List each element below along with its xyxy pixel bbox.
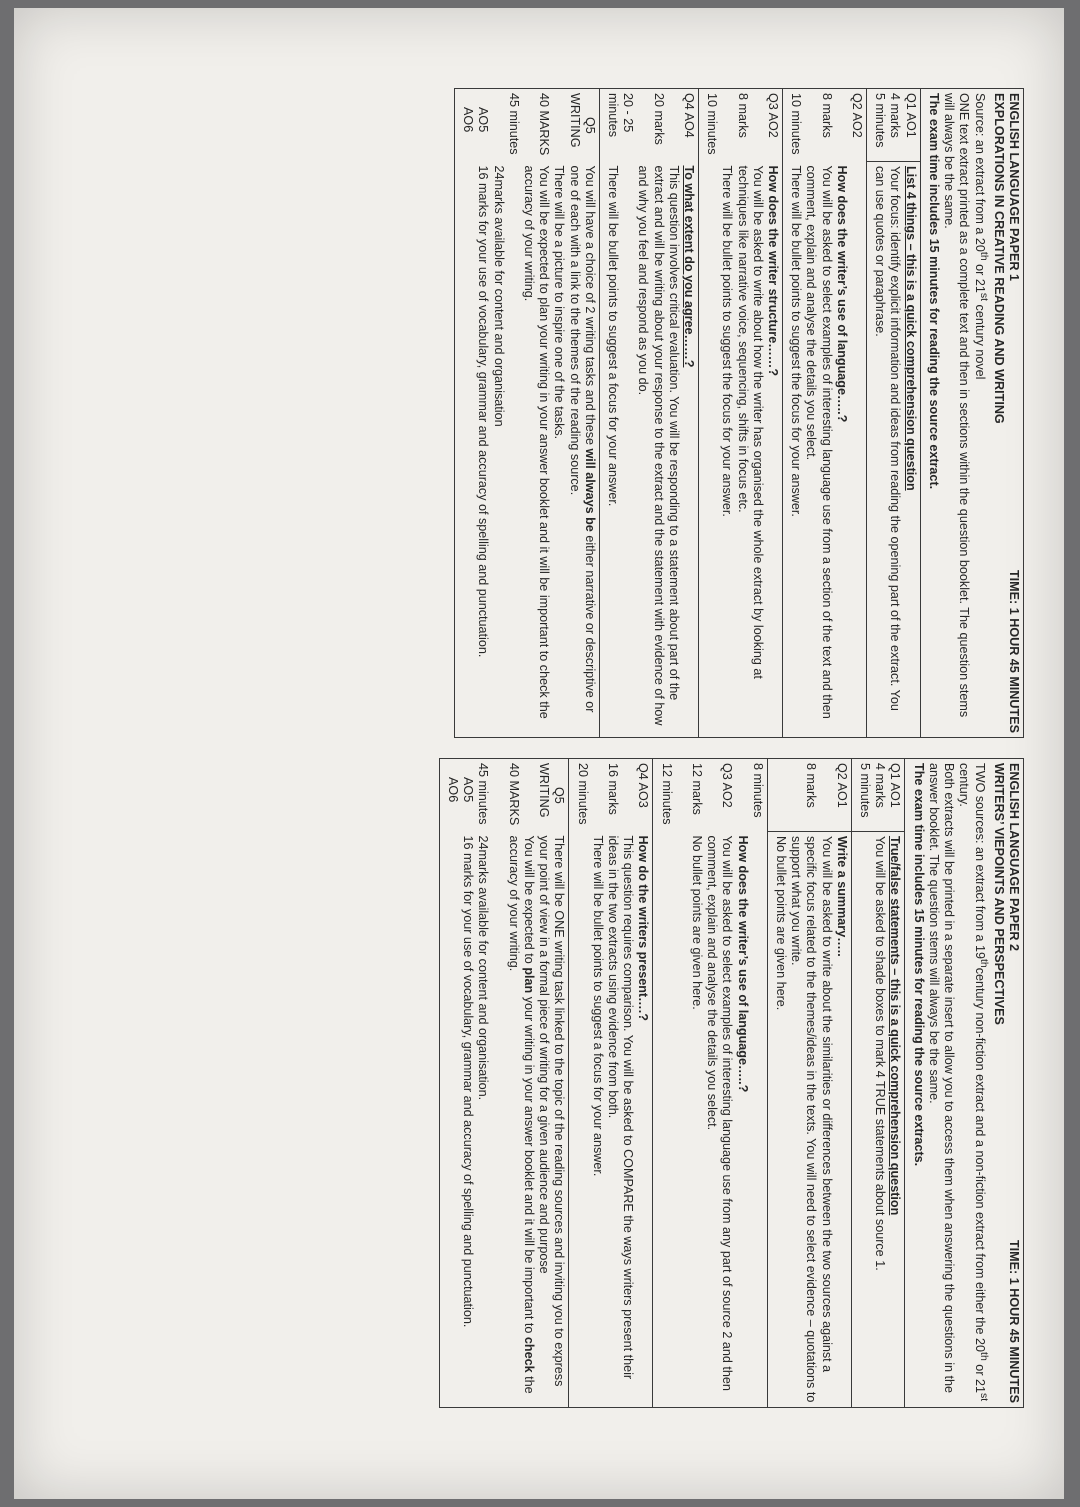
paper1-header [1006,93,1021,733]
paper2-q3-text-cell [653,831,767,1407]
paper2-q5-text: There will be ONE writing task linked to the topic of the reading sources and inviting you to express your point of view in a formal piece of writing for a given audience and purpose [537,835,567,1387]
paper2-header [1006,763,1021,1403]
paper2-exam-time-note: The exam time includes 15 minutes for reading the source extracts. [911,763,926,1167]
paper2-time: TIME: 1 HOUR 45 MINUTES [1007,1239,1021,1403]
paper1-intro: ONE text extract printed as a complete text and then in sections within the question booklet. The question stems will always be the same. [942,93,972,718]
paper2-q5-marks-accuracy: 16 marks for your use of vocabulary, grammar and accuracy of spelling and punctuation. [461,835,476,1328]
paper1-q4-label-cell: Q4 AO4 20 marks 20 - 25 minutes [599,89,698,162]
paper1-q5-marks-content: 24marks available for content and organisation [491,165,506,427]
paper2-q3-label-cell: 8 minutes Q3 AO2 12 marks 12 minutes [653,759,767,832]
paper2-q1-row [851,759,905,1408]
paper2-q4-note: There will be bullet points to suggest a focus for your answer. [590,835,605,1177]
paper2-q4-text-cell [569,831,653,1407]
paper1-q2-heading: How does the writer’s use of language…..? [834,165,849,423]
paper-sheet [14,8,1064,1499]
paper2-q3-note: No bullet points are given here. [689,835,704,1010]
paper2-source-line: TWO sources: an extract from a 19thcentury non-fiction extract and a non-fiction extract from either the 20th or 21st century. [957,763,990,1402]
paper1-q2-label-cell: Q2 AO2 8 marks 10 minutes [782,89,866,162]
paper1-title: ENGLISH LANGUAGE PAPER 1 [1007,93,1021,281]
paper2-q3-text: You will be asked to select examples of interesting language use from any part of source 2 and then comment, explain and analyse the details you select. [705,835,735,1391]
paper2-q5-row [439,759,569,1408]
paper2-subtitle: WRITERS’ VIEPOINTS AND PERSPECTIVES [991,763,1006,1025]
paper1-q1-text-cell [866,161,920,737]
paper2-q1-heading: True/false statements – this is a quick comprehension question [888,835,903,1216]
paper2-q2-heading: Write a summary….. [834,835,849,957]
paper1-q2-text-cell [782,161,866,737]
paper2-q4-row [569,759,653,1408]
paper2-q1-text: You will be asked to shade boxes to mark 4 TRUE statements about source 1. [873,835,888,1271]
paper1-q3-heading: How does the writer structure……? [765,165,780,377]
paper1-time: TIME: 1 HOUR 45 MINUTES [1007,569,1021,733]
paper2-q5-plan-note: You will be expected to plan your writing in your answer booklet and it will be important to check the accuracy of your writing. [506,835,536,1394]
paper1-exam-time-note: The exam time includes 15 minutes for reading the source extract. [926,93,941,490]
paper1-table [454,88,1024,738]
paper1-q4-heading: To what extent do you agree……? [681,165,696,368]
paper2-q1-text-cell [851,831,905,1407]
paper1-q3-text: You will be asked to write about how the writer has organised the whole extract by looking at techniques like narrative voice, sequencing, shifts in focus etc. [735,165,765,679]
paper1-q3-row [698,89,782,738]
paper1-q3-label-cell: Q3 AO2 8 marks 10 minutes [698,89,782,162]
paper1-q5-row [454,89,599,738]
paper1-q1-row [866,89,920,738]
paper2-q5-label-cell: Q5 WRITING 40 MARKS 45 minutes AO5 AO6 [445,763,567,826]
paper1-q2-row [782,89,866,738]
paper1-q3-text-cell [698,161,782,737]
paper2-q4-heading: How do the writers present….? [636,835,651,1021]
paper2-panel [439,758,1024,1408]
paper2-q5-marks-content: 24marks available for content and organisation. [476,835,491,1101]
paper2-q2-text: You will be asked to write about the similarities or differences between the two sources against a specific focus related to the themes/ideas in the texts. You will need to select evidence – quotations to support what you write. [789,835,834,1403]
paper2-header-row [905,759,1024,1408]
paper2-q2-row [767,759,851,1408]
paper1-q5-text: You will have a choice of 2 writing tasks and these will always be either narrative or descriptive or one of each with a link to the themes of the reading source. [567,165,597,713]
paper1-q1-label-cell: Q1 AO1 4 marks 5 minutes [866,89,920,162]
paper1-q4-note: There will be bullet points to suggest a focus for your answer. [605,165,620,507]
paper2-q2-label-cell: Q2 AO1 8 marks [767,759,851,832]
paper2-q3-row [653,759,767,1408]
paper1-panel [454,88,1024,738]
paper2-q5-text-cell [439,831,569,1407]
paper1-q5-plan-note: You will be expected to plan your writing in your answer booklet and it will be important to check the accuracy of your writing. [521,165,552,719]
paper1-q2-note: There will be bullet points to suggest the focus for your answer. [789,165,804,517]
paper1-q5-marks-accuracy: 16 marks for your use of vocabulary, grammar and accuracy of spelling and punctuation. [476,165,491,658]
paper1-q5-text-cell [454,161,599,737]
paper1-q4-row [599,89,698,738]
paper2-table [439,758,1024,1408]
paper1-q5-label-cell: Q5 WRITING 40 MARKS 45 minutes AO5 AO6 [461,93,597,156]
paper2-intro: Both extracts will be printed in a separate insert to allow you to access them when answering the questions in the answer booklet. The question stems will always be the same. [926,763,956,1394]
paper1-subtitle: EXPLORATIONS IN CREATIVE READING AND WRITING [991,93,1006,424]
paper2-q4-text: This question requires comparison. You will be asked to COMPARE the ways writers present their ideas in the two extracts using evidence from both. [605,835,636,1380]
paper1-q1-heading: List 4 things – this is a quick comprehension question [903,165,918,491]
paper1-q1-text: Your focus: identify explicit information and ideas from reading the opening part of the extract. You can use quotes or paraphrase. [873,165,903,711]
paper2-q1-label-cell: Q1 AO1 4 marks 5 minutes [851,759,905,832]
paper1-q4-text: This question involves critical evaluation. You will be responding to a statement about part of the extract and will be writing about your response to the extract and the statement with evidence of how and why you feel and respond as you do. [636,165,681,726]
paper2-q4-label-cell: Q4 AO3 16 marks 20 minutes [569,759,653,832]
paper1-q2-text: You will be asked to select examples of interesting language use from a section of the text and then comment, explain and analyse the details you select. [804,165,834,719]
paper1-source-line: Source: an extract from a 20th or 21st century novel [972,93,990,380]
paper2-q2-note: No bullet points are given here. [773,835,788,1011]
paper1-q3-note: There will be bullet points to suggest the focus for your answer. [720,165,735,517]
paper2-q3-heading: How does the writer’s use of language…..? [735,835,750,1093]
paper1-q4-text-cell [599,161,698,737]
paper2-q2-text-cell [767,831,851,1407]
paper1-q5-picture-note: There will be a picture to inspire one of the tasks. [552,165,567,440]
paper1-header-row [920,89,1023,738]
paper2-title: ENGLISH LANGUAGE PAPER 2 [1007,763,1021,951]
